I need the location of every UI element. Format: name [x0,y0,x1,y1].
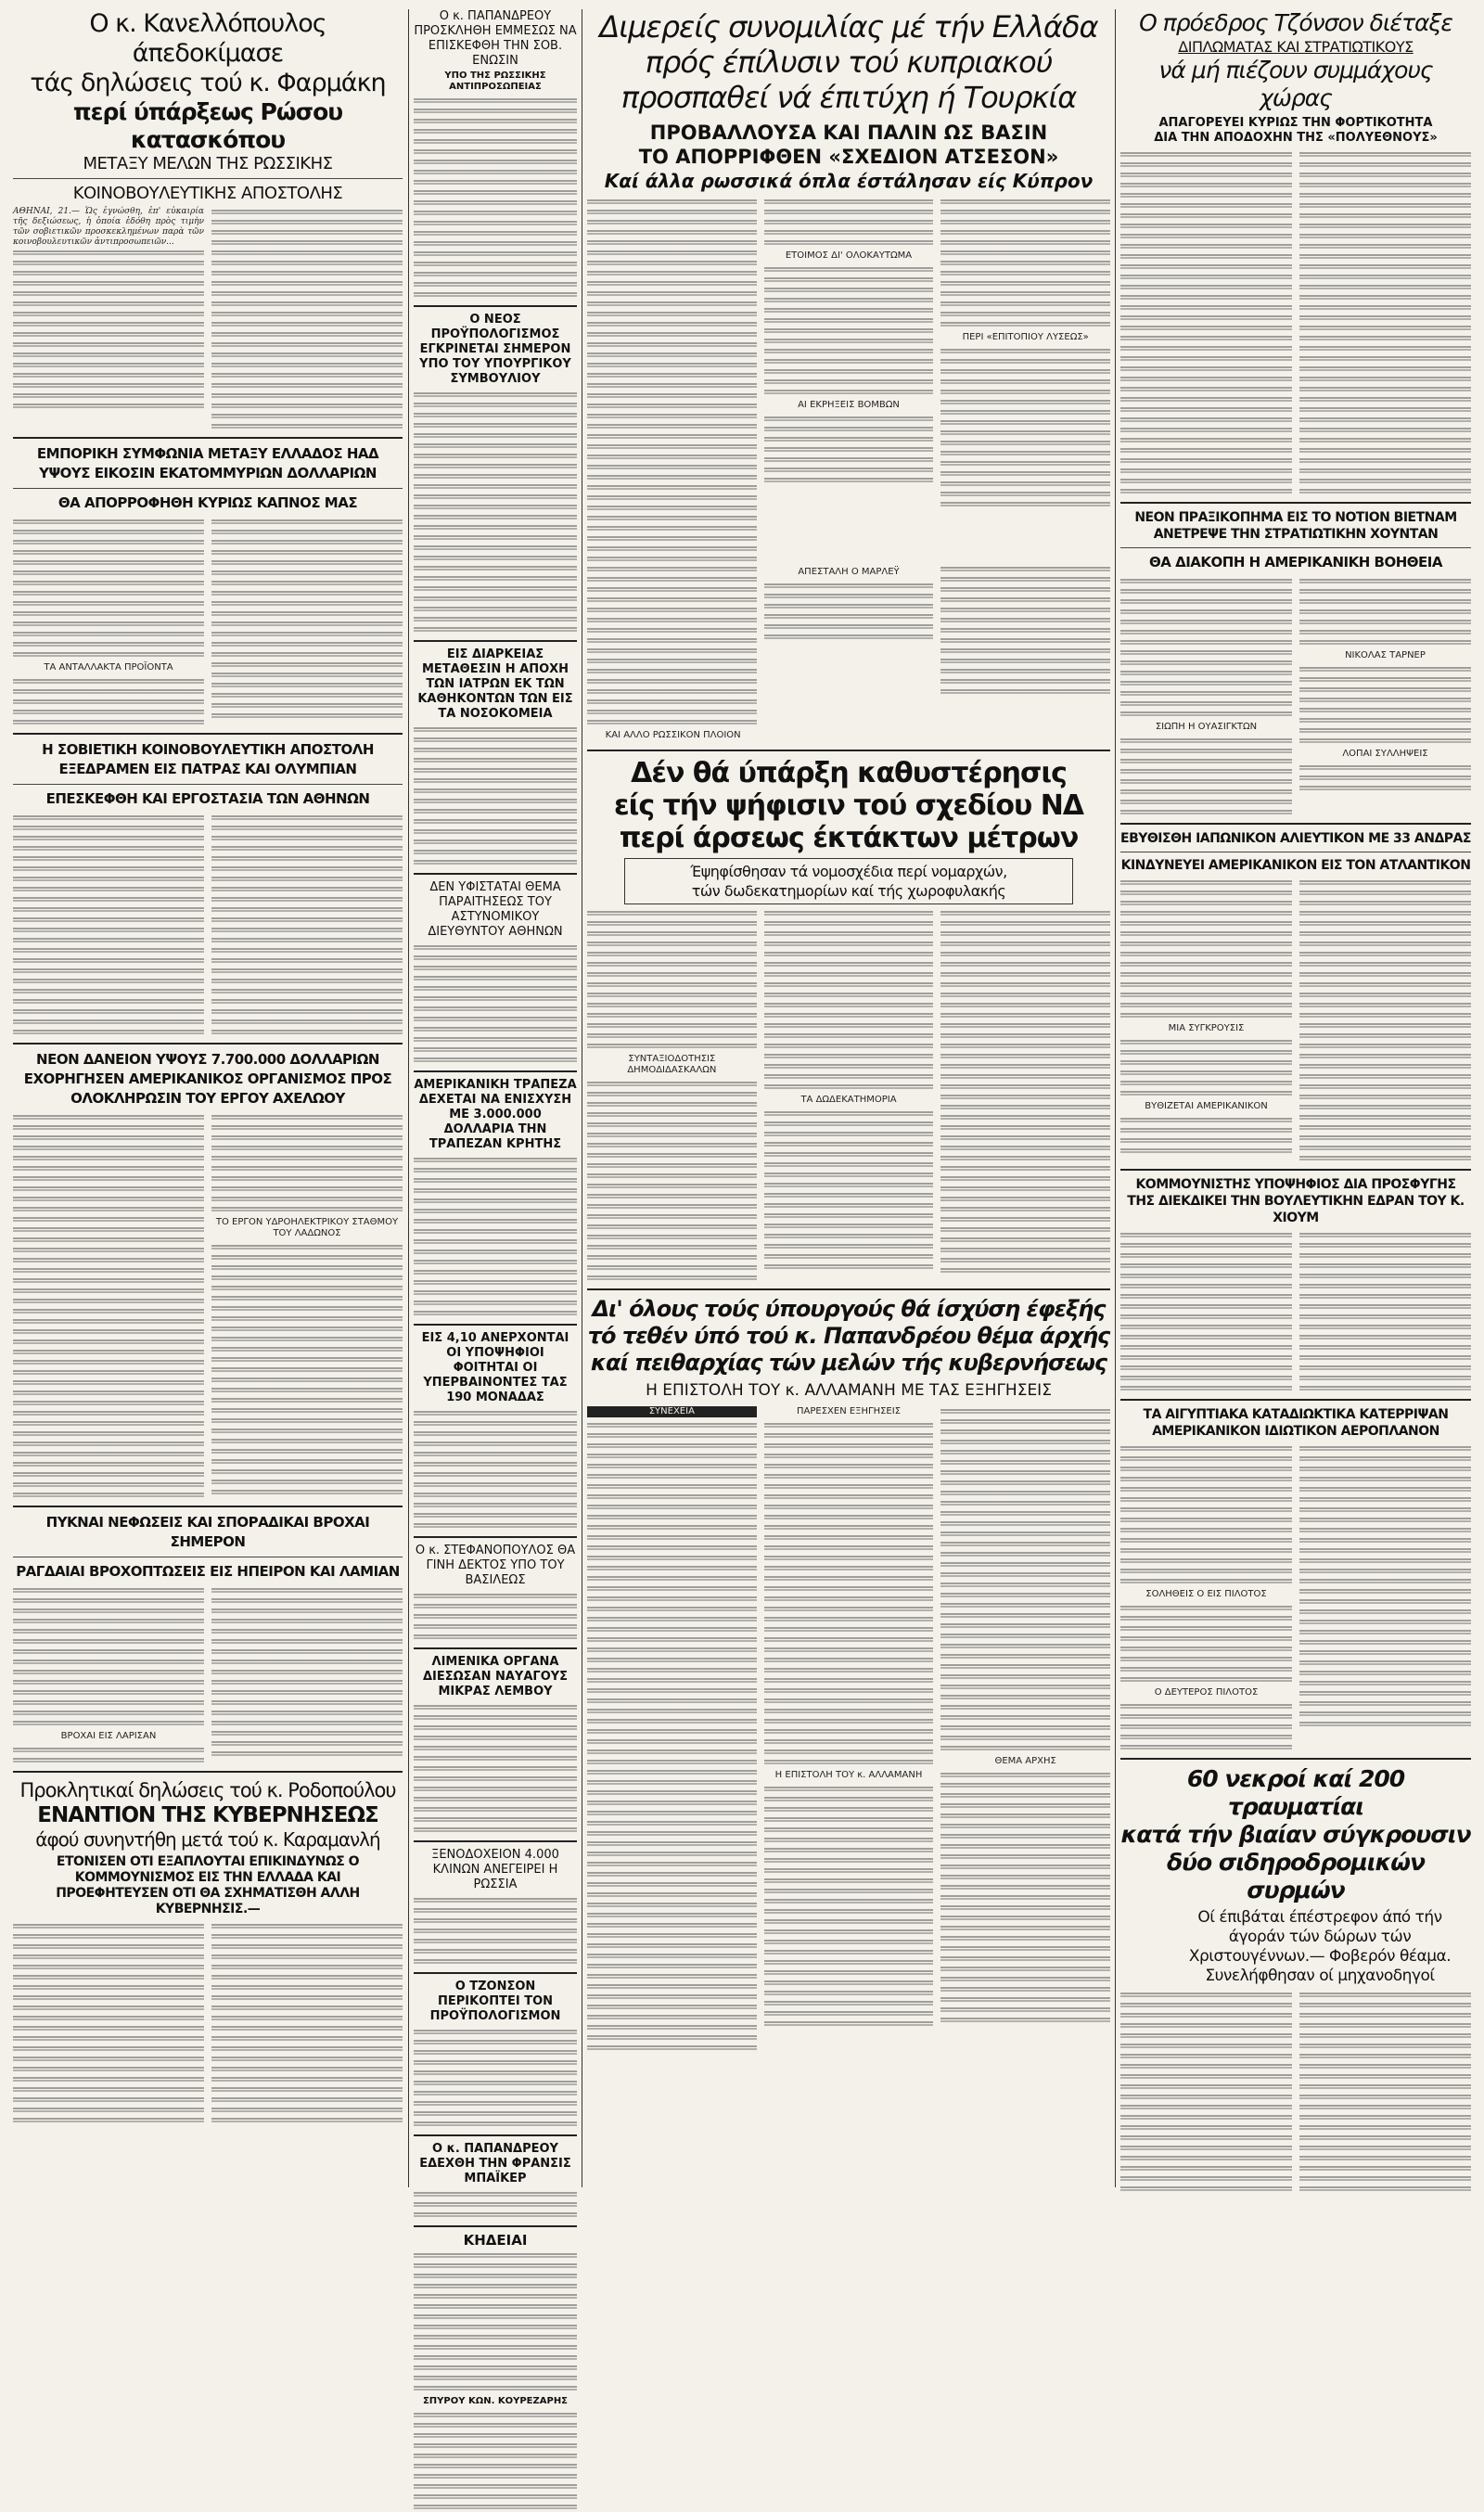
headline: Ο ΤΖΟΝΣΟΝ ΠΕΡΙΚΟΠΤΕΙ ΤΟΝ ΠΡΟΫΠΟΛΟΓΙΣΜΟΝ [429,1980,561,2023]
headline: ΑΜΕΡΙΚΑΝΙΚΗ ΤΡΑΠΕΖΑ ΔΕΧΕΤΑΙ ΝΑ ΕΝΙΣΧΥΣΗ ΜΕ 3.000.000 ΔΟΛΛΑΡΙΑ ΤΗΝ ΤΡΑΠΕΖΑΝ ΚΡΗΤΗΣ [414,1078,577,1151]
article-body [13,1921,403,2125]
section-label: ΣΥΝΕΧΕΙΑ [587,1406,757,1417]
article-body [1120,149,1471,496]
article-body [1120,576,1471,817]
headline: Ο κ. ΠΑΠΑΝΔΡΕΟΥ ΕΔΕΧΘΗ ΤΗΝ ΦΡΑΝΣΙΣ ΜΠΑΪΚΕΡ [419,2142,571,2185]
section-label: ΒΥΘΙΖΕΤΑΙ ΑΜΕΡΙΚΑΝΙΚΟΝ [1145,1101,1268,1111]
article-body [13,1112,403,1500]
article-body [1120,1230,1471,1393]
headline-line: κατά τήν βιαίαν σύγκρουσιν [1120,1821,1471,1848]
article-body [587,197,1110,564]
headline-line: Ο πρόεδρος Τζόνσον διέταξε [1139,9,1452,36]
subheadline: ΥΠΟ ΤΗΣ ΡΩΣΣΙΚΗΣ ΑΝΤΙΠΡΟΣΩΠΕΙΑΣ [444,70,546,92]
subheadline: ΕΤΟΝΙΣΕΝ ΟΤΙ ΕΞΑΠΛΟΥΤΑΙ ΕΠΙΚΙΝΔΥΝΩΣ Ο ΚΟΜΜΟΥΝΙΣΜΟΣ ΕΙΣ ΤΗΝ ΕΛΛΑΔΑ ΚΑΙ ΠΡΟΕΦΗΤΕΥΣΕΝ ΟΤΙ ΘΑ ΣΧΗΜΑΤΙΣΘΗ ΑΛΛΗ ΚΥΒΕΡΝΗΣΙΣ.— [56,1854,360,1916]
headline-line: ΜΕΤΑΞΥ ΜΕΛΩΝ ΤΗΣ ΡΩΣΣΙΚΗΣ [83,154,333,173]
section-label: ΠΑΡΕΣΧΕΝ ΕΞΗΓΗΣΕΙΣ [797,1406,902,1416]
headline-line: είς τήν ψήφισιν τού σχεδίου ΝΔ [613,789,1084,822]
article-body [587,908,1110,1283]
column-3 [587,9,1110,2187]
headline-line: καί πειθαρχίας τών μελών τής κυβερνήσεως [590,1350,1107,1376]
section-label: ΣΥΝΤΑΞΙΟΔΟΤΗΣΙΣ ΔΗΜΟΔΙΔΑΣΚΑΛΩΝ [627,1054,717,1075]
article-lead: ΑΘΗΝΑΙ, 21.— Ὡς ἐγνώσθη, ἐπ' εὐκαιρία τῆς δεξιώσεως, ἡ ὁποία ἐδόθη πρὸς τιμὴν τῶν σοβιετικῶν προσκεκλημένων παρὰ τῶν κοινοβουλευτικῶν ἀντιπροσωπειῶν... [13,207,204,247]
article-train-crash [1120,1765,1471,2194]
article-rodopoulos [13,1778,403,2125]
headline-line: Δι' όλους τούς ύπουργούς θά ίσχύση έφεξής [592,1296,1106,1322]
article-weather [13,1513,403,1765]
column-2 [414,9,577,2406]
headline: ΕΜΠΟΡΙΚΗ ΣΥΜΦΩΝΙΑ ΜΕΤΑΞΥ ΕΛΛΑΔΟΣ ΗΑΔ ΥΨΟΥΣ ΕΙΚΟΣΙΝ ΕΚΑΤΟΜΜΥΡΙΩΝ ΔΟΛΛΑΡΙΩΝ [36,445,379,481]
article-loan [13,1050,403,1500]
subheadline: τών δωδεκατημορίων καί τής χωροφυλακής [691,882,1006,900]
headline-line: ΔΙΠΛΩΜΑΤΑΣ ΚΑΙ ΣΤΡΑΤΙΩΤΙΚΟΥΣ [1178,38,1414,56]
article-soviet-delegation [13,740,403,1037]
article-francis-baker [414,2142,577,2220]
subheadline: ΠΡΟΒΑΛΛΟΥΣΑ ΚΑΙ ΠΑΛΙΝ ΩΣ ΒΑΣΙΝ [649,122,1048,144]
article-rescue [414,1655,577,1835]
article-johnson-diplomats [1120,9,1471,496]
article-trade [13,444,403,727]
subheadline-box [624,858,1073,904]
subheadline: ΚΙΝΔΥΝΕΥΕΙ ΑΜΕΡΙΚΑΝΙΚΟΝ ΕΙΣ ΤΟΝ ΑΤΛΑΝΤΙΚΟΝ [1120,858,1471,873]
headline: Ο κ. ΠΑΠΑΝΔΡΕΟΥ ΠΡΟΣΚΛΗΘΗ ΕΜΜΕΣΩΣ ΝΑ ΕΠΙΣΚΕΦΘΗ ΤΗΝ ΣΟΒ. ΕΝΩΣΙΝ [414,9,577,68]
headline: ΚΟΜΜΟΥΝΙΣΤΗΣ ΥΠΟΨΗΦΙΟΣ ΔΙΑ ΠΡΟΣΦΥΓΗΣ ΤΗΣ ΔΙΕΚΔΙΚΕΙ ΤΗΝ ΒΟΥΛΕΥΤΙΚΗΝ ΕΔΡΑΝ ΤΟΥ Κ. ΧΙΟΥΜ [1127,1177,1465,1225]
article-body [1120,1990,1471,2194]
article-johnson-budget [414,1980,577,2129]
section-label: ΜΙΑ ΣΥΓΚΡΟΥΣΙΣ [1168,1023,1245,1033]
headline: Η ΣΟΒΙΕΤΙΚΗ ΚΟΙΝΟΒΟΥΛΕΥΤΙΚΗ ΑΠΟΣΤΟΛΗ ΕΞΕΔΡΑΜΕΝ ΕΙΣ ΠΑΤΡΑΣ ΚΑΙ ΟΛΥΜΠΙΑΝ [42,741,374,777]
subheadline: ΔΙΑ ΤΗΝ ΑΠΟΔΟΧΗΝ ΤΗΣ «ΠΟΛΥΕΘΝΟΥΣ» [1154,131,1438,145]
article-hume [1120,1176,1471,1393]
headline-line: Διμερείς συνομιλίας μέ τήν Ελλάδα [599,9,1098,45]
article-hotel-russia [414,1848,577,1967]
headline-line: ΕΝΑΝΤΙΟΝ ΤΗΣ ΚΥΒΕΡΝΗΣΕΩΣ [37,1803,378,1827]
article-body [13,1585,403,1765]
subheadline: ΤΟ ΑΠΟΡΡΙΦΘΕΝ «ΣΧΕΔΙΟΝ ΑΤΣΕΣΟΝ» [638,146,1059,168]
subheadline: Καί άλλα ρωσσικά όπλα έστάλησαν είς Κύπρον [604,170,1094,192]
subheadline: Η ΕΠΙΣΤΟΛΗ ΤΟΥ κ. ΑΛΛΑΜΑΝΗ ΜΕ ΤΑΣ ΕΞΗΓΗΣΕΙΣ [646,1381,1052,1400]
headline: ΤΑ ΑΙΓΥΠΤΙΑΚΑ ΚΑΤΑΔΙΩΚΤΙΚΑ ΚΑΤΕΡΡΙΨΑΝ ΑΜΕΡΙΚΑΝΙΚΟΝ ΙΔΙΩΤΙΚΟΝ ΑΕΡΟΠΛΑΝΟΝ [1143,1407,1449,1439]
section-label: ΝΙΚΟΛΑΣ ΤΑΡΝΕΡ [1345,650,1426,660]
article-emergency-measures [587,757,1110,1283]
headline: ΕΙΣ 4,10 ΑΝΕΡΧΟΝΤΑΙ ΟΙ ΥΠΟΨΗΦΙΟΙ ΦΟΙΤΗΤΑΙ ΟΙ ΥΠΕΡΒΑΙΝΟΝΤΕΣ ΤΑΣ 190 ΜΟΝΑΔΑΣ [421,1331,569,1404]
article-body [1120,1443,1471,1752]
headline-line: Δέν θά ύπάρξη καθυστέρησις [631,757,1067,789]
subheadline: Έψηφίσθησαν τά νομοσχέδια περί νομαρχών, [690,863,1007,880]
article-students [414,1331,577,1531]
section-label: ΤΟ ΕΡΓΟΝ ΥΔΡΟΗΛΕΚΤΡΙΚΟΥ ΣΤΑΘΜΟΥ ΤΟΥ ΛΑΔΩΝΟΣ [215,1217,399,1238]
headline: ΝΕΟΝ ΔΑΝΕΙΟΝ ΥΨΟΥΣ 7.700.000 ΔΟΛΛΑΡΙΩΝ ΕΧΟΡΗΓΗΣΕΝ ΑΜΕΡΙΚΑΝΙΚΟΣ ΟΡΓΑΝΙΣΜΟΣ ΠΡΟΣ ΟΛΟΚΛΗΡΩΣΙΝ ΤΟΥ ΕΡΓΟΥ ΑΧΕΛΩΟΥ [23,1051,392,1107]
article-body [1120,878,1471,1163]
section-label: ΤΑ ΔΩΔΕΚΑΤΗΜΟΡΙΑ [800,1095,897,1105]
article-body [13,813,403,1037]
headline: ΝΕΟΝ ΠΡΑΞΙΚΟΠΗΜΑ ΕΙΣ ΤΟ ΝΟΤΙΟΝ ΒΙΕΤΝΑΜ ΑΝΕΤΡΕΨΕ ΤΗΝ ΣΤΡΑΤΙΩΤΙΚΗΝ ΧΟΥΝΤΑΝ [1134,510,1457,542]
headline: Ο ΝΕΟΣ ΠΡΟΫΠΟΛΟΓΙΣΜΟΣ ΕΓΚΡΙΝΕΤΑΙ ΣΗΜΕΡΟΝ ΥΠΟ ΤΟΥ ΥΠΟΥΡΓΙΚΟΥ ΣΥΜΒΟΥΛΙΟΥ [419,313,571,386]
headline-line: δύο σιδηροδρομικών συρμών [1166,1849,1426,1903]
subheadline: ΑΠΑΓΟΡΕΥΕΙ ΚΥΡΙΩΣ ΤΗΝ ΦΟΡΤΙΚΟΤΗΤΑ [1158,116,1433,130]
subheadline: ΘΑ ΔΙΑΚΟΠΗ Η ΑΜΕΡΙΚΑΝΙΚΗ ΒΟΗΘΕΙΑ [1149,554,1442,570]
headline: ΞΕΝΟΔΟΧΕΙΟΝ 4.000 ΚΛΙΝΩΝ ΑΝΕΓΕΙΡΕΙ Η ΡΩΣΣΙΑ [431,1848,559,1891]
newspaper-page [13,9,1471,2406]
headline-line: τάς δηλώσεις τού κ. Φαρμάκη [30,69,386,97]
article-doctors [414,647,577,867]
section-label: ΛΟΠΑΙ ΣΥΛΛΗΨΕΙΣ [1342,749,1428,759]
article-body [13,207,403,431]
section-label: ΣΙΩΠΗ Η ΟΥΑΣΙΓΚΤΩΝ [1155,722,1258,732]
section-label: ΘΕΜΑ ΑΡΧΗΣ [994,1756,1056,1766]
article-bank-crete [414,1078,577,1318]
section-label: ΑΙ ΕΚΡΗΞΕΙΣ ΒΟΜΒΩΝ [798,400,900,410]
section-label: ΣΠΥΡΟΥ ΚΩΝ. ΚΟΥΡΕΖΑΡΗΣ [422,2396,569,2406]
headline-line: πρός έπίλυσιν τού κυπριακού [645,45,1053,80]
article-vietnam [1120,509,1471,817]
subheadline: Οί έπιβάται έπέστρεφον άπό τήν άγοράν τών δώρων τών Χριστουγέννων.— Φοβερόν θέαμα. Συνελήφθησαν οί μηχανοδηγοί [1188,1908,1452,1985]
article-stefanopoulos [414,1544,577,1642]
section-label: ΤΑ ΑΝΤΑΛΛΑΚΤΑ ΠΡΟΪΟΝΤΑ [44,662,173,673]
headline-line: ΚΟΙΝΟΒΟΥΛΕΥΤΙΚΗΣ ΑΠΟΣΤΟΛΗΣ [72,184,343,203]
section-label: ΕΤΟΙΜΟΣ ΔΙ' ΟΛΟΚΑΥΤΩΜΑ [785,250,913,261]
headline-line: νά μή πιέζουν συμμάχους χώρας [1158,57,1433,111]
section-label: Η ΕΠΙΣΤΟΛΗ ΤΟΥ κ. ΑΛΛΑΜΑΝΗ [774,1770,923,1780]
headline-line: Προκλητικαί δηλώσεις τού κ. Ροδοπούλου [19,1779,396,1801]
headline: ΛΙΜΕΝΙΚΑ ΟΡΓΑΝΑ ΔΙΕΣΩΣΑΝ ΝΑΥΑΓΟΥΣ ΜΙΚΡΑΣ ΛΕΜΒΟΥ [422,1655,569,1698]
article-body [13,517,403,727]
article-body [587,1406,1110,2053]
article-allamanis [587,1296,1110,2053]
section-label: ΚΑΙ ΑΛΛΟ ΡΩΣΣΙΚΟΝ ΠΛΟΙΟΝ [605,730,741,740]
headline-line: άφού συνηντήθη μετά τού κ. Καραμανλή [35,1828,380,1851]
column-rule [408,9,409,2187]
headline-line: προσπαθεί νά έπιτύχη ή Τουρκία [620,80,1077,115]
headline: ΕΒΥΘΙΣΘΗ ΙΑΠΩΝΙΚΟΝ ΑΛΙΕΥΤΙΚΟΝ ΜΕ 33 ΑΝΔΡΑΣ [1120,831,1471,846]
headline-line: 60 νεκροί καί 200 τραυματίαι [1186,1765,1405,1820]
article-papandreou-invite [414,9,577,300]
headline-line: τό τεθέν ύπό τού κ. Παπανδρέου θέμα άρχής [587,1323,1110,1349]
section-label: ΠΕΡΙ «ΕΠΙΤΟΠΙΟΥ ΛΥΣΕΩΣ» [962,332,1089,342]
headline-line: περί άρσεως έκτάκτων μέτρων [619,822,1079,854]
subheadline: ΘΑ ΑΠΟΡΡΟΦΗΘΗ ΚΥΡΙΩΣ ΚΑΠΝΟΣ ΜΑΣ [58,494,358,511]
article-kanellopoulos [13,9,403,431]
article-japanese-fishing [1120,830,1471,1163]
column-1 [13,9,403,2187]
subheadline: ΡΑΓΔΑΙΑΙ ΒΡΟΧΟΠΤΩΣΕΙΣ ΕΙΣ ΗΠΕΙΡΟΝ ΚΑΙ ΛΑΜΙΑΝ [16,1563,400,1580]
headline: ΕΙΣ ΔΙΑΡΚΕΙΑΣ ΜΕΤΑΘΕΣΙΝ Η ΑΠΟΧΗ ΤΩΝ ΙΑΤΡΩΝ ΕΚ ΤΩΝ ΚΑΘΗΚΟΝΤΩΝ ΤΩΝ ΕΙΣ ΤΑ ΝΟΣΟΚΟΜΕΙΑ [417,647,573,721]
article-police-director [414,880,577,1065]
section-label: ΣΟΛΗΘΕΙΣ Ο ΕΙΣ ΠΙΛΟΤΟΣ [1145,1589,1267,1599]
section-label: ΒΡΟΧΑΙ ΕΙΣ ΛΑΡΙΣΑΝ [60,1731,157,1741]
headline-line: Ο κ. Κανελλόπουλος άπεδοκίμασε [89,9,326,68]
headline: ΔΕΝ ΥΦΙΣΤΑΤΑΙ ΘΕΜΑ ΠΑΡΑΙΤΗΣΕΩΣ ΤΟΥ ΑΣΤΥΝΟΜΙΚΟΥ ΔΙΕΥΘΥΝΤΟΥ ΑΘΗΝΩΝ [428,880,563,939]
funerals-notices [414,2233,577,2512]
column-rule [1115,9,1116,2187]
article-budget [414,313,577,634]
headline: ΠΥΚΝΑΙ ΝΕΦΩΣΕΙΣ ΚΑΙ ΣΠΟΡΑΔΙΚΑΙ ΒΡΟΧΑΙ ΣΗΜΕΡΟΝ [45,1514,370,1550]
article-egypt-plane [1120,1406,1471,1752]
section-label: Ο ΔΕΥΤΕΡΟΣ ΠΙΛΟΤΟΣ [1154,1687,1259,1698]
article-cyprus-turkey [587,9,1110,744]
headline: Ο κ. ΣΤΕΦΑΝΟΠΟΥΛΟΣ ΘΑ ΓΙΝΗ ΔΕΚΤΟΣ ΥΠΟ ΤΟΥ ΒΑΣΙΛΕΩΣ [415,1544,576,1587]
section-label: ΑΠΕΣΤΑΛΗ Ο ΜΑΡΛΕΫ [798,567,900,577]
headline-line: περί ύπάρξεως Ρώσου κατασκόπου [72,98,343,153]
headline: ΚΗΔΕΙΑΙ [463,2232,528,2249]
column-4 [1120,9,1471,2187]
subheadline: ΕΠΕΣΚΕΦΘΗ ΚΑΙ ΕΡΓΟΣΤΑΣΙΑ ΤΩΝ ΑΘΗΝΩΝ [45,790,370,807]
